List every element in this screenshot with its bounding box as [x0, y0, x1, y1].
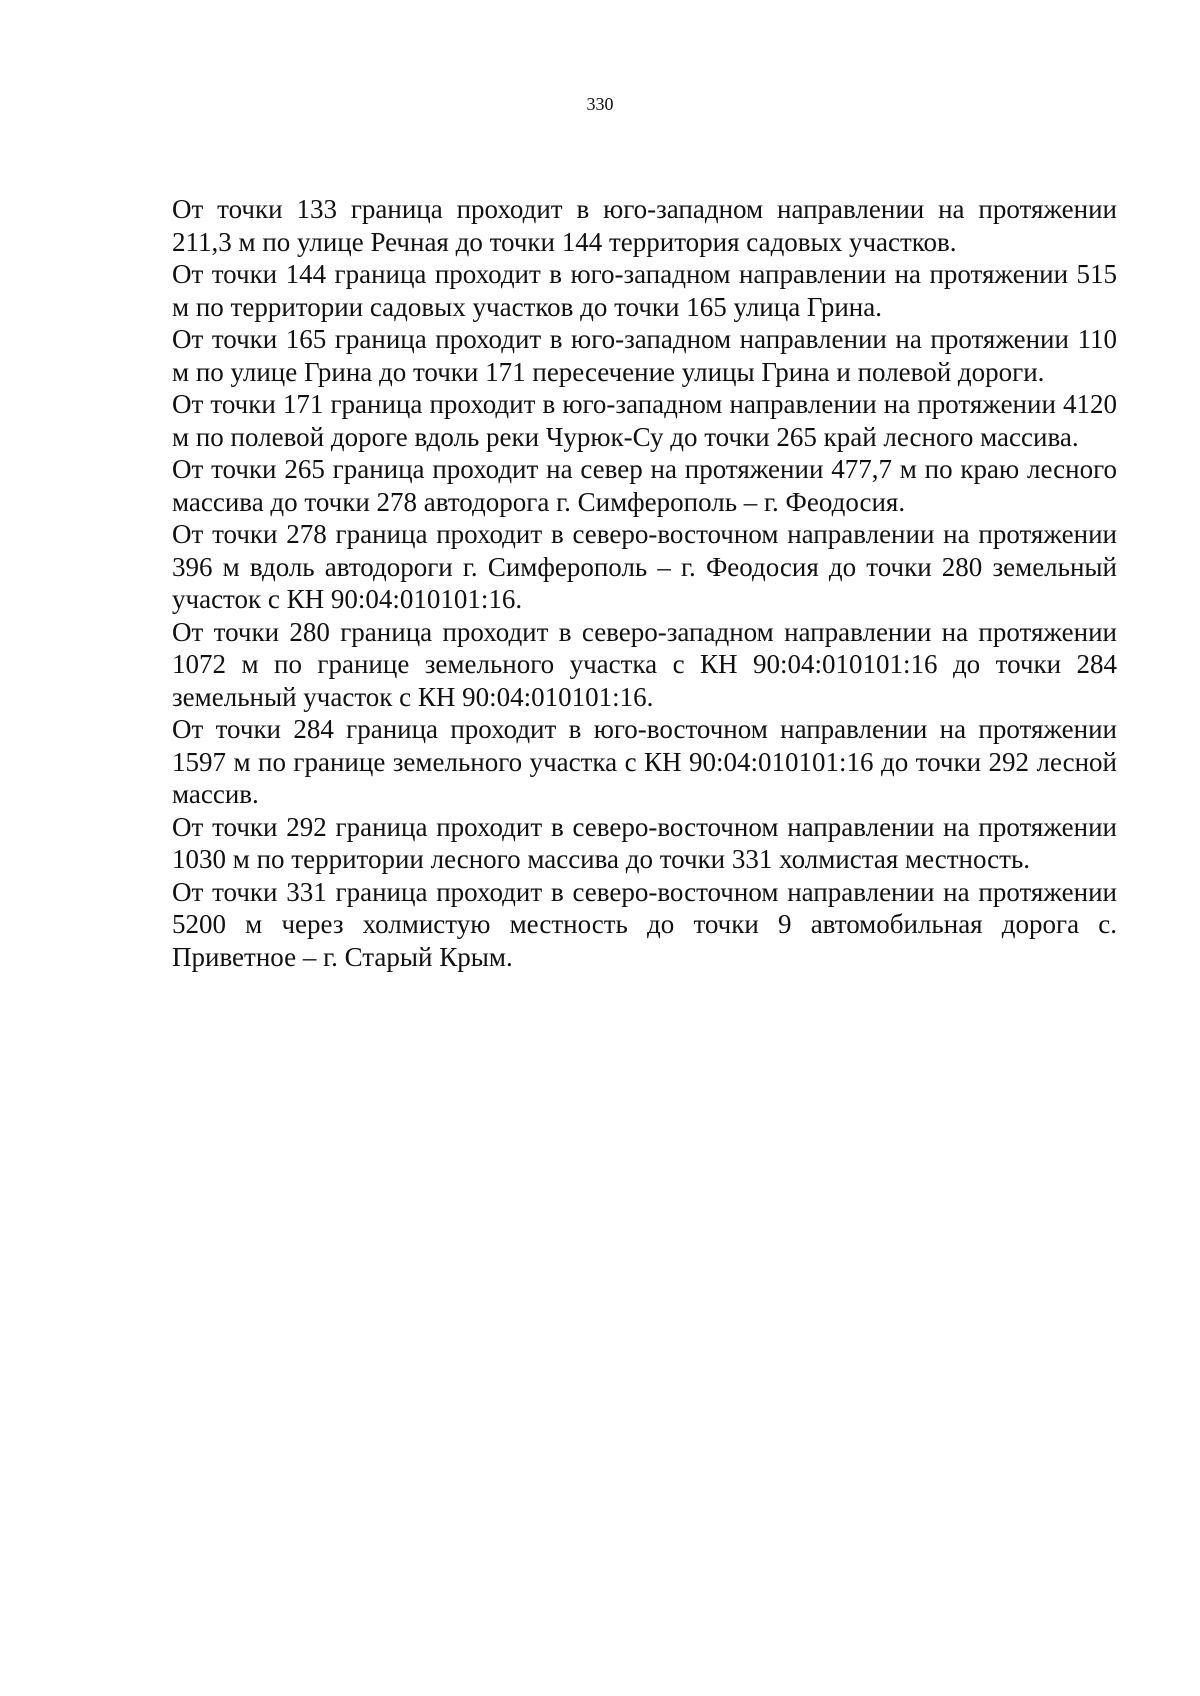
document-body — [172, 193, 1117, 973]
paragraph: От точки 165 граница проходит в юго-западном направлении на протяжении 110 м по улице Грина до точки 171 пересечение улицы Грина и полевой дороги. — [172, 324, 1117, 387]
page-number: 330 — [586, 94, 614, 114]
paragraph: От точки 331 граница проходит в северо-восточном направлении на протяжении 5200 м через холмистую местность до точки 9 автомобильная дорога с. Приветное – г. Старый Крым. — [172, 876, 1117, 972]
paragraph: От точки 265 граница проходит на север на протяжении 477,7 м по краю лесного массива до точки 278 автодорога г. Симферополь – г. Феодосия. — [172, 454, 1117, 517]
paragraph: От точки 292 граница проходит в северо-восточном направлении на протяжении 1030 м по территории лесного массива до точки 331 холмистая местность. — [172, 811, 1117, 874]
paragraph: От точки 284 граница проходит в юго-восточном направлении на протяжении 1597 м по границе земельного участка с КН 90:04:010101:16 до точки 292 лесной массив. — [172, 714, 1117, 809]
paragraph: От точки 280 граница проходит в северо-западном направлении на протяжении 1072 м по границе земельного участка с КН 90:04:010101:16 до точки 284 земельный участок с КН 90:04:010101:16. — [172, 616, 1117, 712]
paragraph: От точки 133 граница проходит в юго-западном направлении на протяжении 211,3 м по улице Речная до точки 144 территория садовых участков. — [172, 194, 1117, 257]
paragraph: От точки 171 граница проходит в юго-западном направлении на протяжении 4120 м по полевой дороге вдоль реки Чурюк-Су до точки 265 край лесного массива. — [172, 389, 1117, 452]
paragraph: От точки 144 граница проходит в юго-западном направлении на протяжении 515 м по территории садовых участков до точки 165 улица Грина. — [172, 259, 1117, 322]
paragraph: От точки 278 граница проходит в северо-восточном направлении на протяжении 396 м вдоль автодороги г. Симферополь – г. Феодосия до точки 280 земельный участок с КН 90:04:010101:16. — [172, 519, 1117, 614]
